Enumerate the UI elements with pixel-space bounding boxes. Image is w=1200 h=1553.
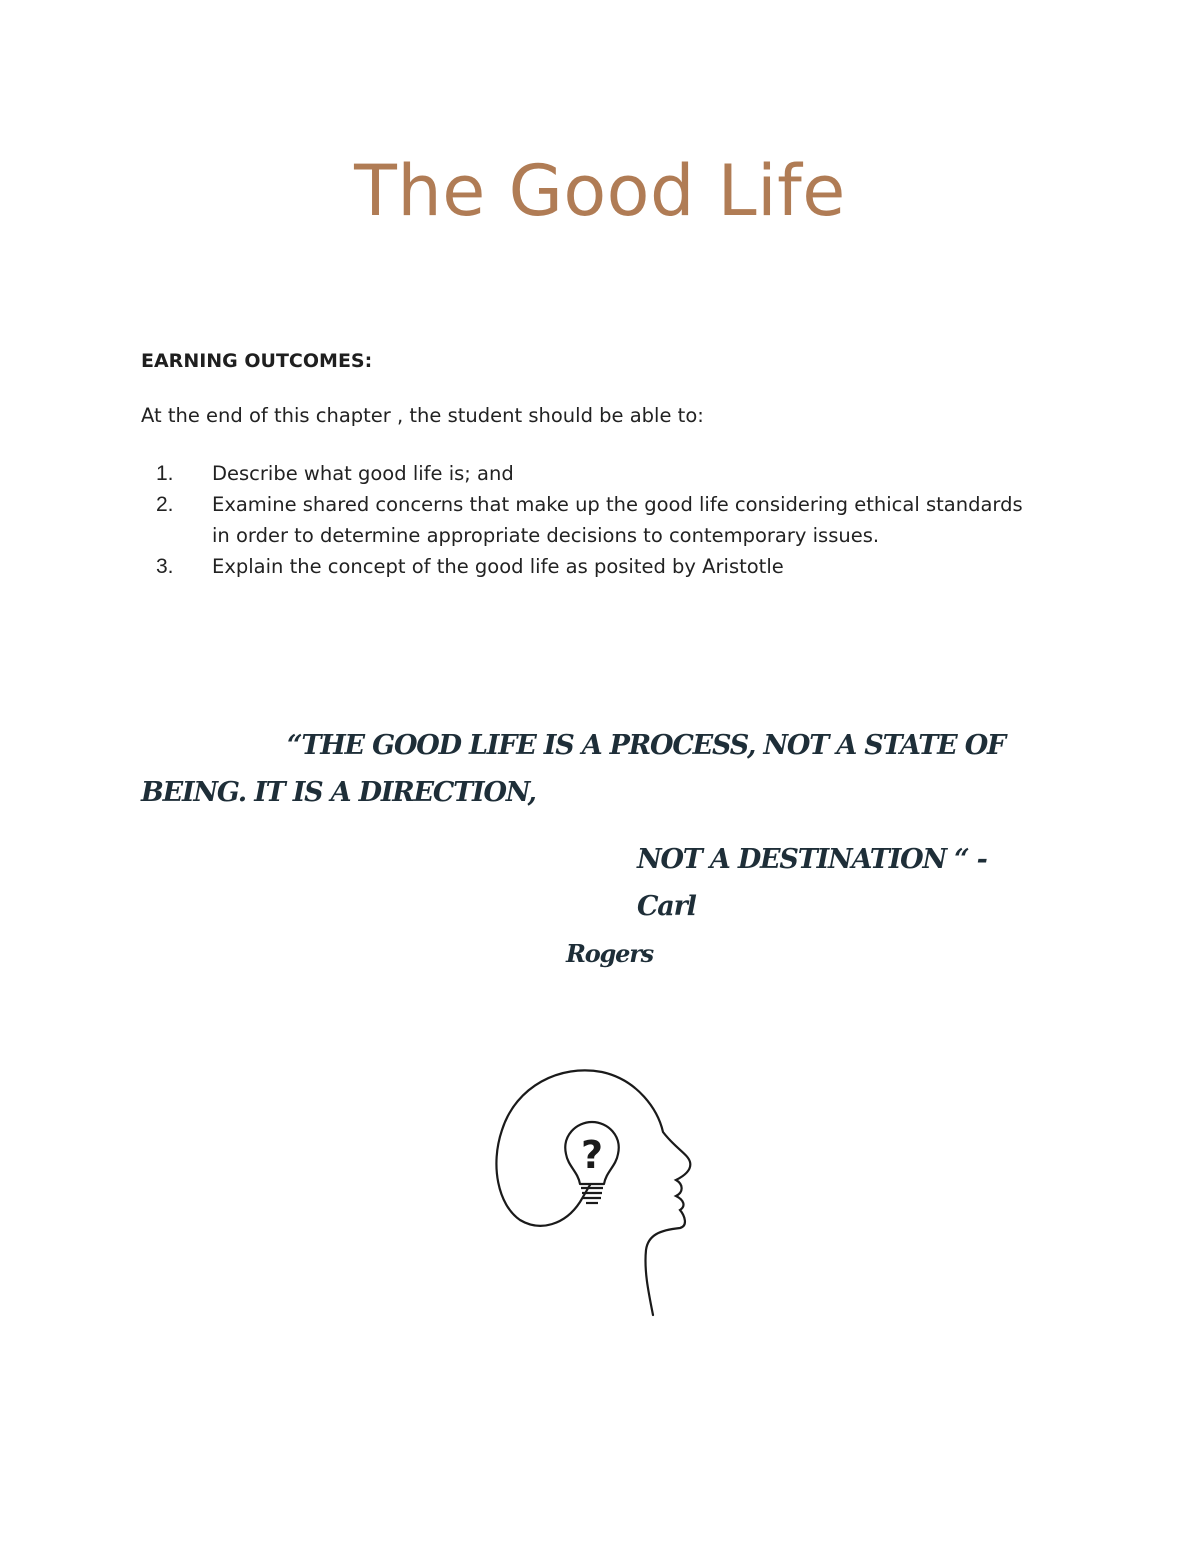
page-title: The Good Life	[354, 150, 846, 232]
list-item	[141, 551, 1041, 582]
quote-author: Rogers	[566, 939, 653, 968]
quote-line: “THE GOOD LIFE IS A PROCESS, NOT A STATE OF	[287, 730, 1006, 761]
intro-text: At the end of this chapter , the student should be able to:	[141, 404, 704, 427]
quote-line: NOT A DESTINATION “ -Carl	[637, 844, 987, 922]
head-lightbulb-question-icon	[480, 1050, 720, 1330]
question-mark-icon: ?	[580, 1133, 604, 1177]
list-item-text: Describe what good life is; and	[212, 462, 514, 485]
list-item-number: 2.	[156, 493, 174, 516]
list-item	[141, 489, 1041, 551]
list-item-text: Explain the concept of the good life as posited by Aristotle	[212, 555, 784, 578]
outcomes-heading: EARNING OUTCOMES:	[141, 350, 373, 372]
list-item-number: 3.	[156, 555, 174, 578]
list-item	[141, 458, 1041, 489]
quote-line: BEING. IT IS A DIRECTION,	[141, 777, 536, 808]
outcomes-list	[141, 458, 1041, 582]
quote-block	[141, 722, 1041, 977]
list-item-text: Examine shared concerns that make up the good life considering ethical standards in order to determine appropriate decisions to contemporary issues.	[212, 493, 1023, 547]
list-item-number: 1.	[156, 462, 174, 485]
